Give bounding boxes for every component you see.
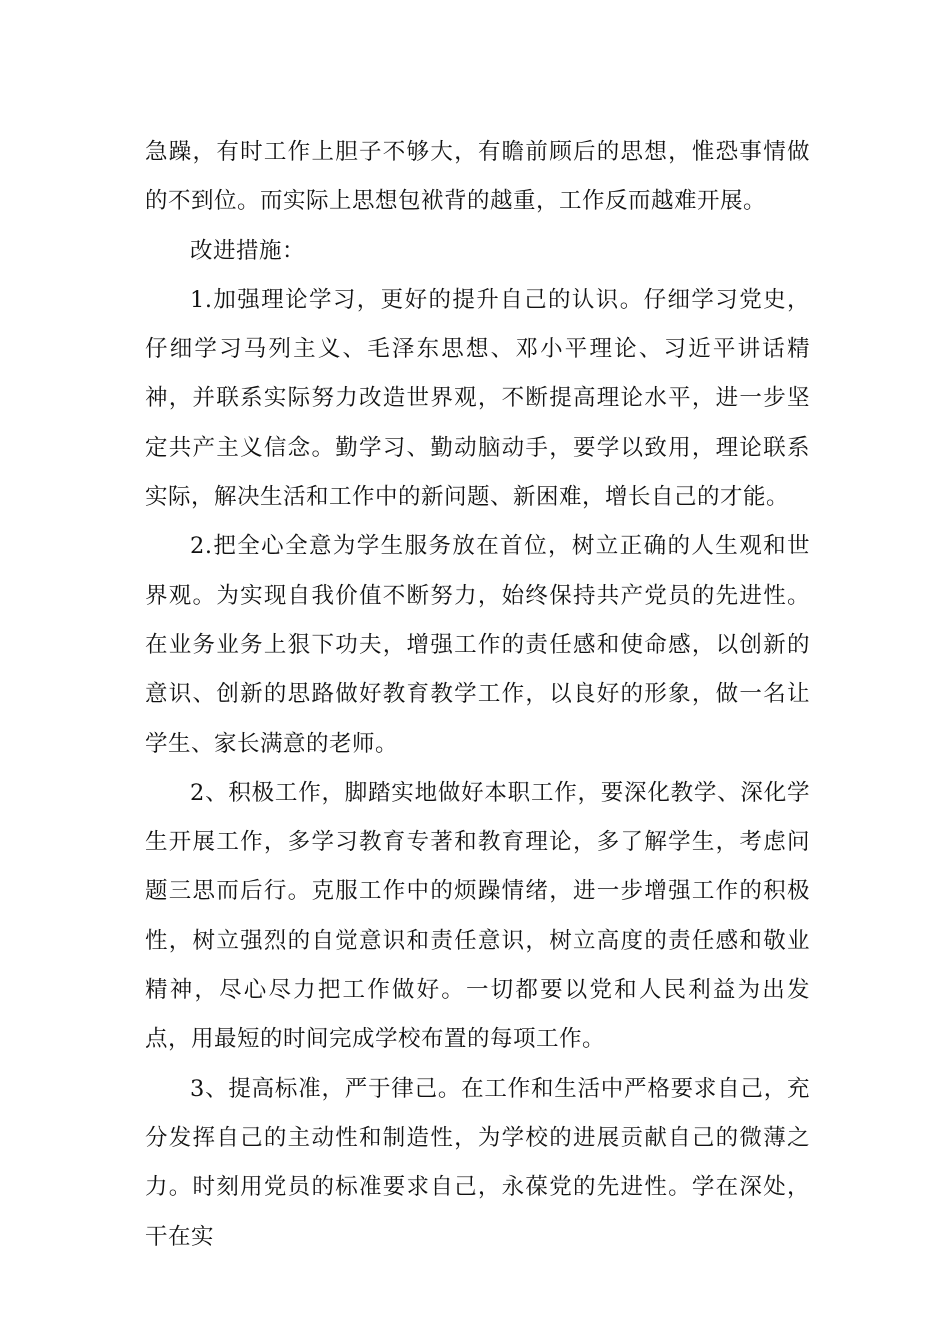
paragraph-measure-2: 2.把全心全意为学生服务放在首位，树立正确的人生观和世界观。为实现自我价值不断努力，始终保持共产党员的先进性。在业务业务上狠下功夫，增强工作的责任感和使命感，以创新的意识、创新的思路做好教育教学工作，以良好的形象，做一名让学生、家长满意的老师。 [145,533,810,757]
paragraph-measure-2b: 2、积极工作，脚踏实地做好本职工作，要深化教学、深化学生开展工作，多学习教育专著和教育理论，多了解学生，考虑问题三思而后行。克服工作中的烦躁情绪，进一步增强工作的积极性，树立强烈的自觉意识和责任意识，树立高度的责任感和敬业精神，尽心尽力把工作做好。一切都要以党和人民利益为出发点，用最短的时间完成学校布置的每项工作。 [145,779,810,1053]
paragraph-improvement-heading: 改进措施： [190,237,306,264]
paragraph-continuation: 急躁，有时工作上胆子不够大，有瞻前顾后的思想，惟恐事情做的不到位。而实际上思想包袱背的越重，工作反而越难开展。 [145,139,810,215]
paragraph-measure-3: 3、提高标准，严于律己。在工作和生活中严格要求自己，充分发挥自己的主动性和制造性，为学校的进展贡献自己的微薄之力。时刻用党员的标准要求自己，永葆党的先进性。学在深处，干在实 [145,1075,810,1250]
document-body [145,128,810,1262]
paragraph-measure-1: 1.加强理论学习，更好的提升自己的认识。仔细学习党史，仔细学习马列主义、毛泽东思想、邓小平理论、习近平讲话精神，并联系实际努力改造世界观，不断提高理论水平，进一步坚定共产主义信念。勤学习、勤动脑动手，要学以致用，理论联系实际，解决生活和工作中的新问题、新困难，增长自己的才能。 [145,286,810,511]
